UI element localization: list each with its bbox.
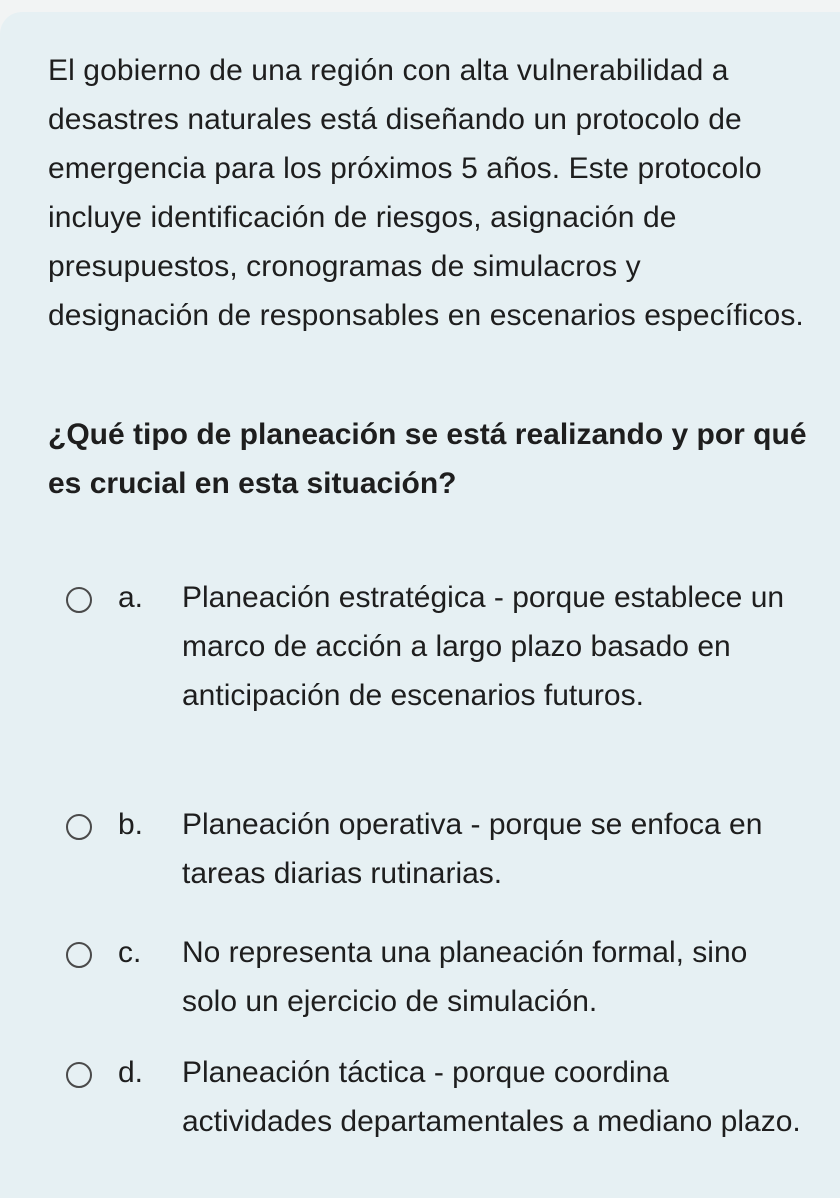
option-c[interactable] xyxy=(64,928,804,1028)
question-text: El gobierno de una región con alta vulnerabilidad a desastres naturales está diseñando un protocolo de emergencia para los próximos 5 años. Este protocolo incluye identificación de riesgos, asignación de presupuestos, cronogramas de simulacros y designación de responsables en escenarios específicos. xyxy=(48,54,804,332)
option-text-c[interactable]: No representa una planeación formal, sino solo un ejercicio de simulación. xyxy=(182,936,748,1018)
option-letter-a: a. xyxy=(118,581,144,614)
question-prompt: ¿Qué tipo de planeación se está realizando y por qué es crucial en esta situación? xyxy=(48,418,807,500)
radio-button-d[interactable] xyxy=(66,1062,92,1088)
option-text-b[interactable]: Planeación operativa - porque se enfoca en tareas diarias rutinarias. xyxy=(182,808,763,890)
option-d[interactable] xyxy=(64,1048,804,1198)
option-letter-c: c. xyxy=(118,936,142,969)
option-letter-d: d. xyxy=(118,1056,144,1089)
option-b[interactable] xyxy=(64,800,804,900)
option-text-d[interactable]: Planeación táctica - porque coordina actividades departamentales a mediano plazo. xyxy=(182,1056,801,1138)
option-a[interactable] xyxy=(64,573,804,773)
radio-button-a[interactable] xyxy=(66,587,92,613)
question-card xyxy=(0,12,840,1198)
radio-button-b[interactable] xyxy=(66,814,92,840)
radio-button-c[interactable] xyxy=(66,942,92,968)
option-letter-b: b. xyxy=(118,808,144,841)
option-text-a[interactable]: Planeación estratégica - porque establece un marco de acción a largo plazo basado en anticipación de escenarios futuros. xyxy=(182,581,785,712)
